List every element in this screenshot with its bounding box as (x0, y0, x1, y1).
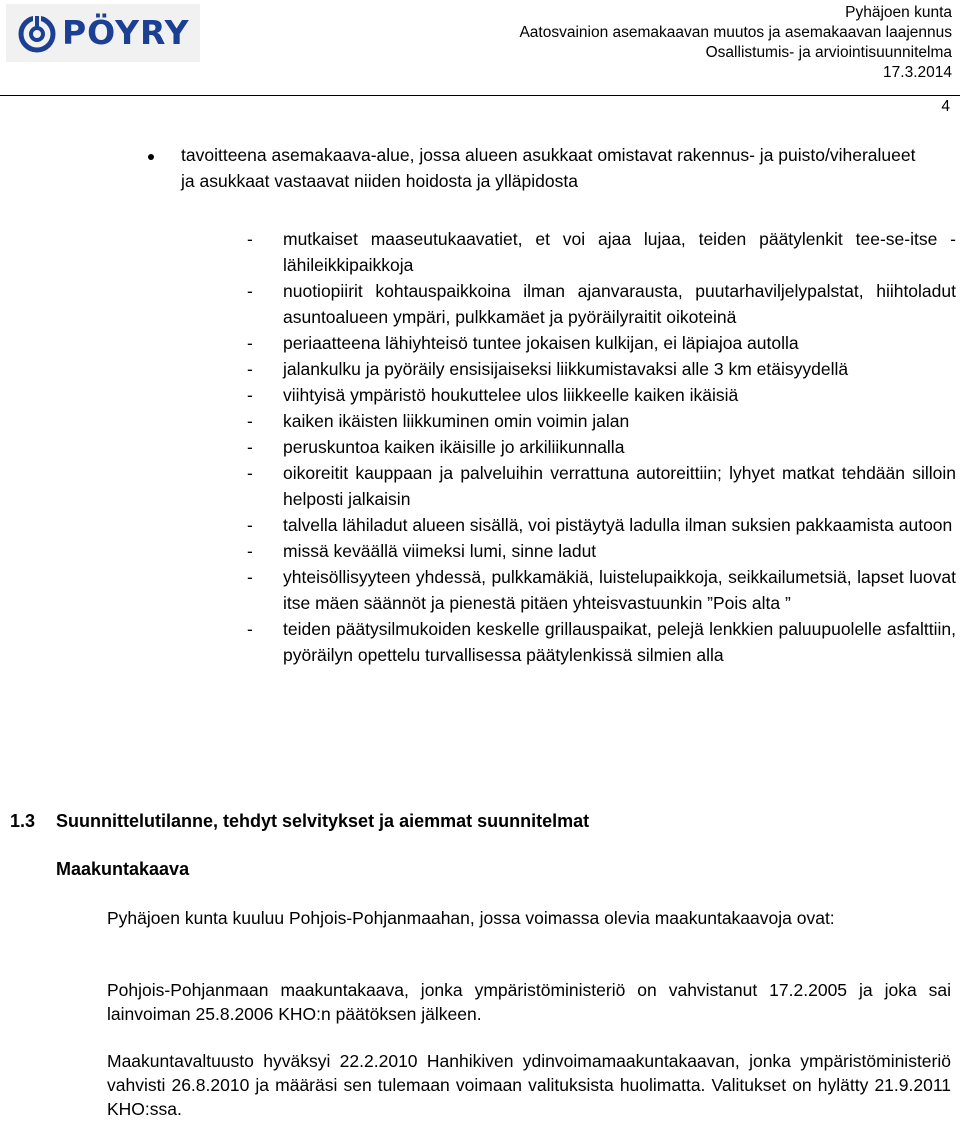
list-item: - missä keväällä viimeksi lumi, sinne ladut (244, 538, 956, 564)
list-item: - mutkaiset maaseutukaavatiet, et voi ajaa lujaa, teiden päätylenkit tee-se-itse -lähileikkipaikkoja (244, 226, 956, 278)
list-item: - viihtyisä ympäristö houkuttelee ulos liikkeelle kaiken ikäisiä (244, 382, 956, 408)
dash-list (244, 226, 956, 668)
list-item: - peruskuntoa kaiken ikäisille jo arkiliikunnalla (244, 434, 956, 460)
page-number: 4 (941, 98, 950, 115)
list-item: - teiden päätysilmukoiden keskelle grillauspaikat, pelejä lenkkien paluupuolelle asfalttiin, pyöräilyn opettelu turvallisessa päätylenkissä silmien alla (244, 616, 956, 668)
document-info (519, 3, 952, 83)
list-item: - yhteisöllisyyteen yhdessä, pulkkamäkiä, luistelupaikkoja, seikkailumetsiä, lapset luovat itse mäen säännöt ja pienestä pitäen yhteisvastuunkin ”Pois alta ” (244, 564, 956, 616)
section-title: Suunnittelutilanne, tehdyt selvitykset ja aiemmat suunnitelmat (56, 811, 590, 831)
paragraph: Pohjois-Pohjanmaan maakuntakaava, jonka ympäristöministeriö on vahvistanut 17.2.2005 ja joka sai lainvoiman 25.8.2006 KHO:n päätöksen jälkeen. (107, 980, 951, 1024)
logo-mark-icon (18, 15, 56, 53)
list-item: - oikoreitit kauppaan ja palveluihin verrattuna autoreittiin; lyhyet matkat tehdään silloin helposti jalkaisin (244, 460, 956, 512)
page-header (0, 0, 960, 115)
section-heading (10, 808, 589, 834)
municipality-name: Pyhäjoen kunta (845, 4, 952, 21)
list-item: - nuotiopiirit kohtauspaikkoina ilman ajanvarausta, puutarhaviljelypalstat, hiihtoladut asuntoalueen ympäri, pulkkamäet ja pyöräilyraitit oikoteinä (244, 278, 956, 330)
paragraph: Maakuntavaltuusto hyväksyi 22.2.2010 Hanhikiven ydinvoimamaakuntakaavan, jonka ympäristöministeriö vahvisti 26.8.2010 ja määräsi sen tulemaan voimaan valituksista huolimatta. Valitukset on hylätty 21.9.2011 KHO:ssa. (107, 1051, 951, 1119)
list-item: - periaatteena lähiyhteisö tuntee jokaisen kulkijan, ei läpiajoa autolla (244, 330, 956, 356)
document-type: Osallistumis- ja arviointisuunnitelma (705, 44, 952, 61)
plan-title: Aatosvainion asemakaavan muutos ja asemakaavan laajennus (519, 24, 952, 41)
logo-text: PÖYRY (62, 13, 190, 52)
list-item: - jalankulku ja pyöräily ensisijaiseksi liikkumistavaksi alle 3 km etäisyydellä (244, 356, 956, 382)
list-item: - kaiken ikäisten liikkuminen omin voimin jalan (244, 408, 956, 434)
header-divider (0, 95, 960, 96)
section-number: 1.3 (10, 811, 36, 831)
subsection-heading: Maakuntakaava (56, 859, 190, 879)
document-date: 17.3.2014 (883, 64, 952, 81)
company-logo (6, 4, 200, 62)
paragraph: Pyhäjoen kunta kuuluu Pohjois-Pohjanmaahan, jossa voimassa olevia maakuntakaavoja ovat: (107, 908, 835, 928)
bullet-icon (148, 154, 154, 160)
list-item: - talvella lähiladut alueen sisällä, voi pistäytyä ladulla ilman suksien pakkaamista autoon (244, 512, 956, 538)
bullet-text: tavoitteena asemakaava-alue, jossa alueen asukkaat omistavat rakennus- ja puisto/viheralueet ja asukkaat vastaavat niiden hoidosta ja ylläpidosta (181, 145, 916, 191)
